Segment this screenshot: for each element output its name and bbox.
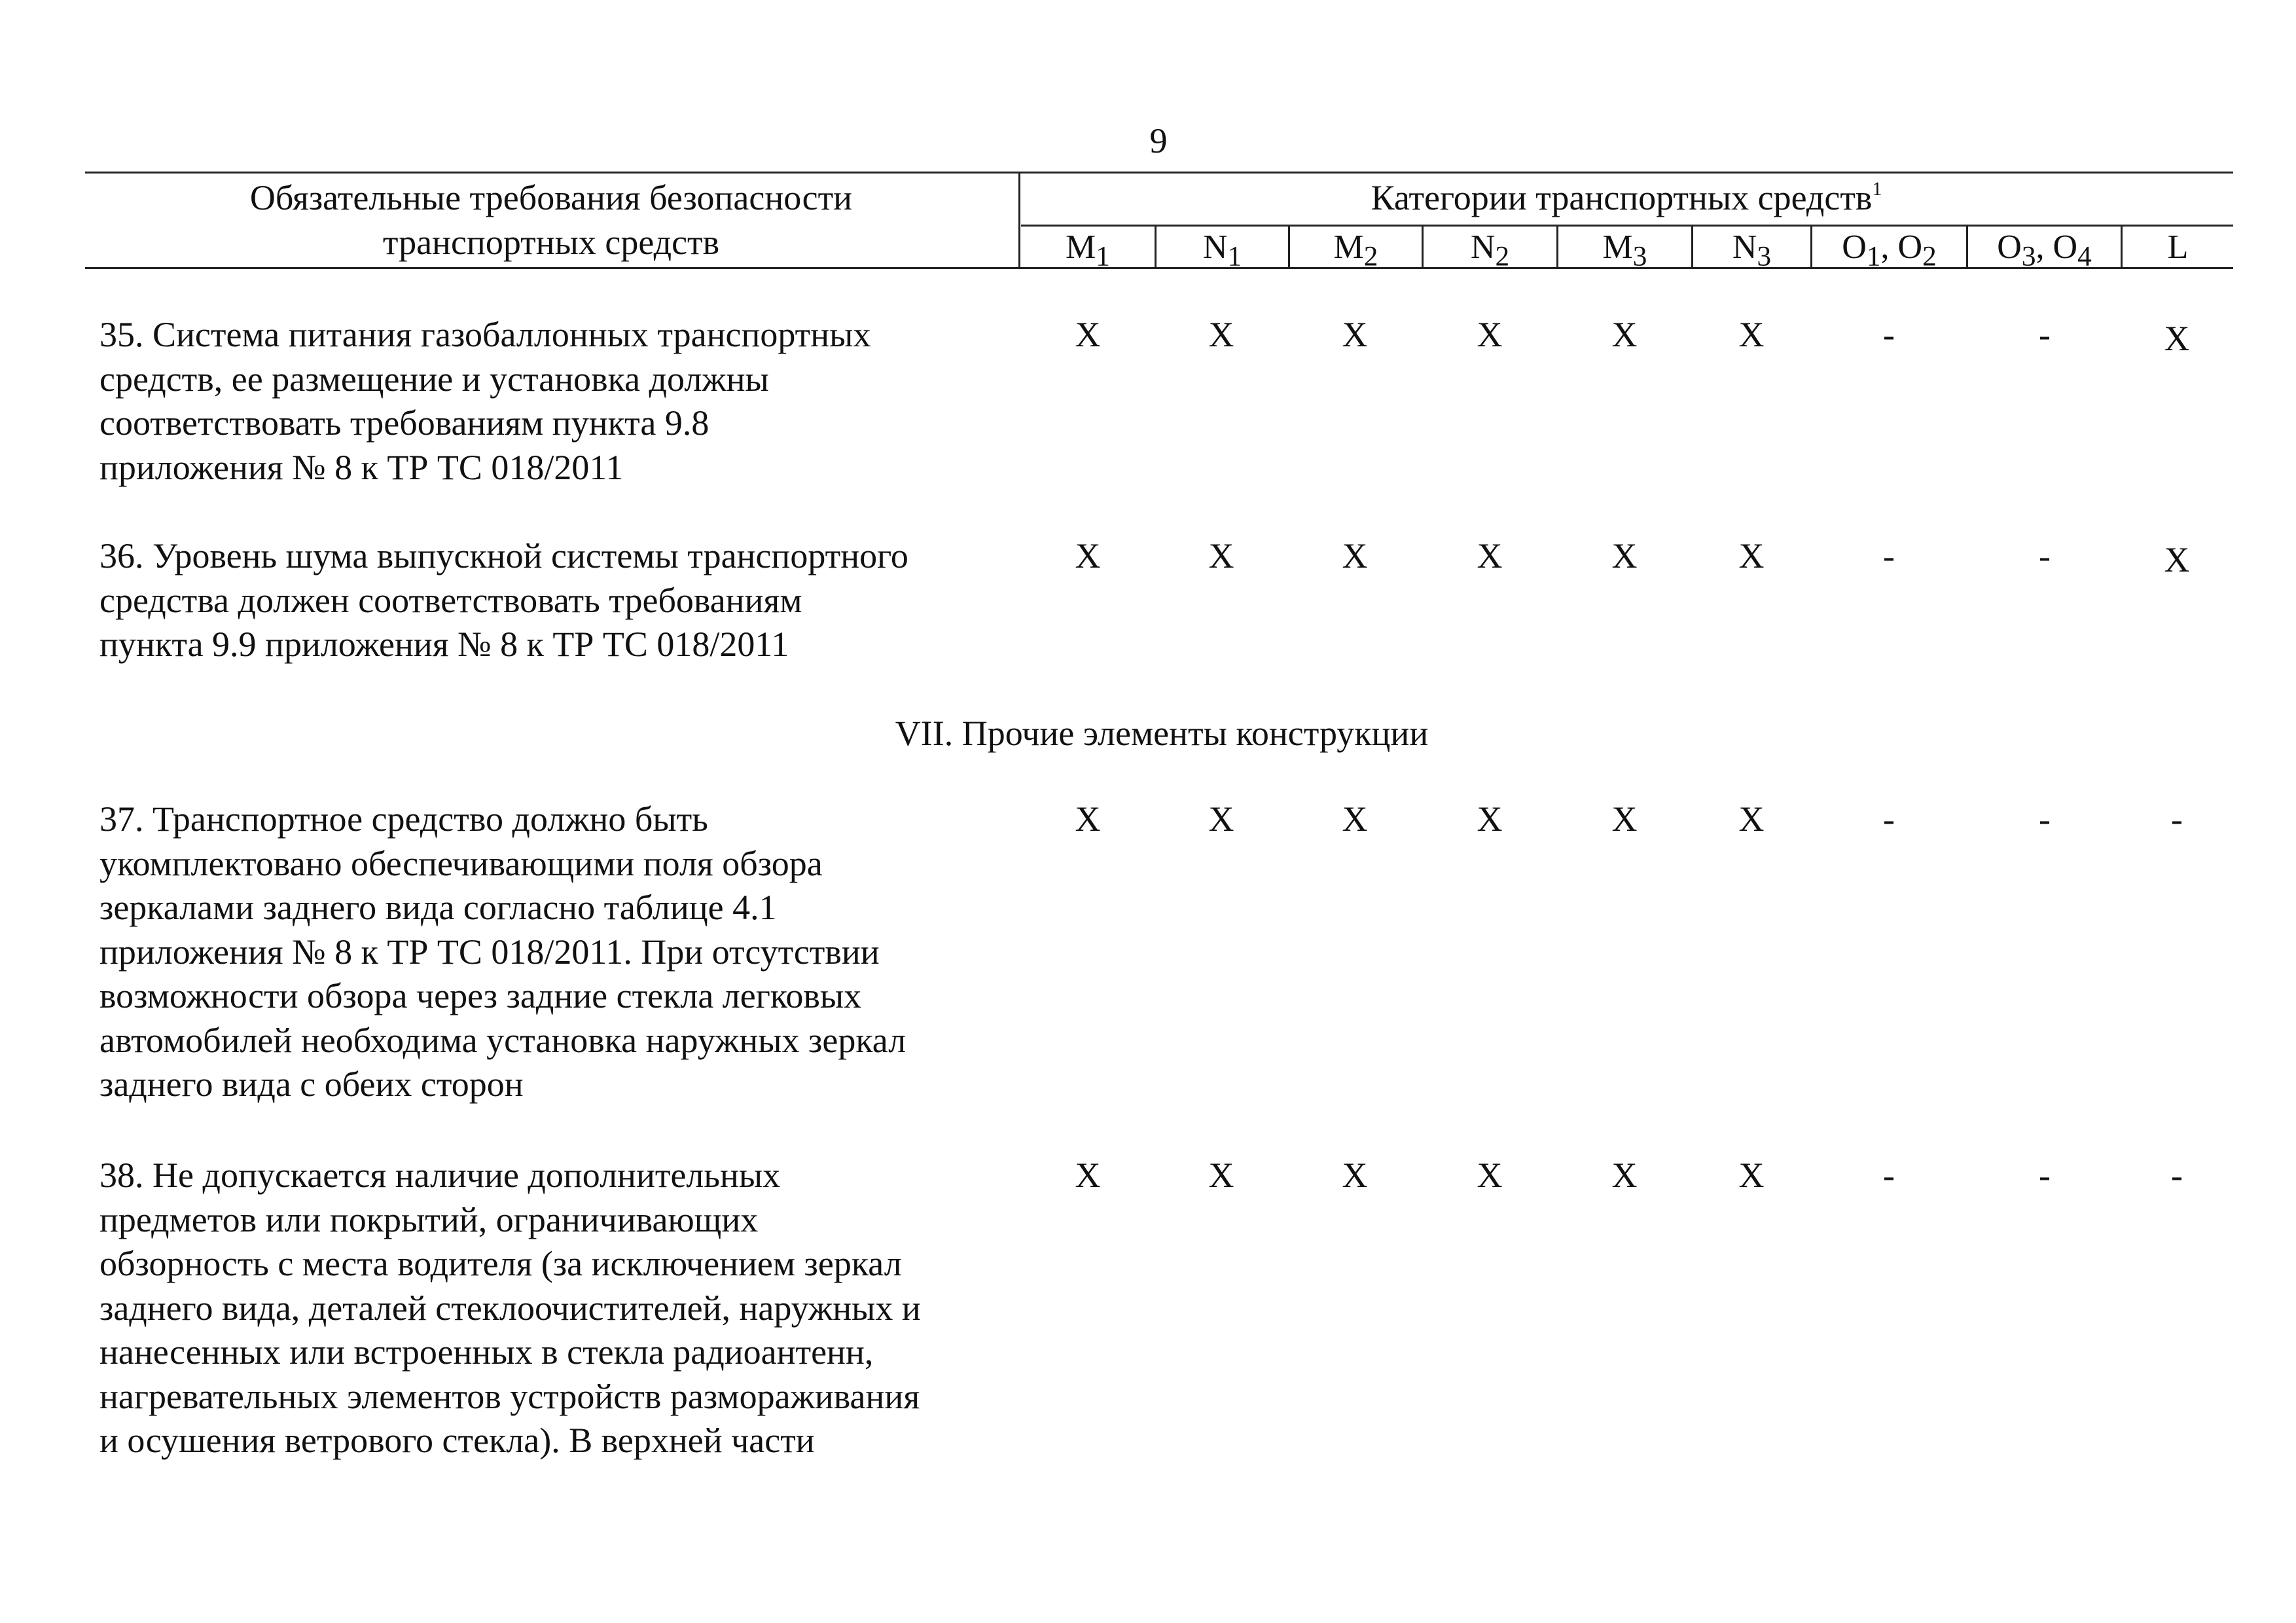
requirement-36-text [99, 534, 1029, 667]
category-header-cell: $M_1$ [1066, 228, 1110, 272]
category-mark: - [2039, 536, 2051, 575]
requirement-line: укомплектовано обеспечивающими поля обзора [99, 843, 823, 883]
category-header-cell: $O_1$, $O_2$ [1842, 228, 1937, 272]
category-mark: X [1477, 315, 1503, 354]
table-top-rule [85, 172, 2233, 173]
category-mark: - [1883, 1156, 1895, 1195]
requirements-header-line: транспортных средств [382, 223, 720, 262]
category-mark: X [1208, 799, 1234, 839]
requirement-line: заднего вида с обеих сторон [99, 1065, 524, 1104]
category-mark: - [1883, 536, 1895, 575]
requirement-line: предметов или покрытий, ограничивающих [99, 1199, 759, 1239]
requirement-line: нагревательных элементов устройств размораживания [99, 1376, 920, 1416]
category-mark: X [1342, 536, 1368, 575]
category-header-cell: $M_3$ [1602, 228, 1647, 272]
categories-title: Категории транспортных средств [1371, 178, 1873, 217]
category-mark: X [1075, 315, 1101, 354]
category-mark: X [1075, 799, 1101, 839]
category-mark: - [1883, 799, 1895, 839]
category-mark: X [2164, 540, 2190, 579]
category-mark: X [1611, 536, 1638, 575]
header-divider [1018, 172, 1020, 269]
category-mark: X [1208, 1156, 1234, 1195]
requirement-line: 38. Не допускается наличие дополнительных [99, 1156, 781, 1195]
section-title: VII. Прочие элементы конструкции [895, 714, 1429, 753]
category-mark: X [1477, 799, 1503, 839]
requirements-header-line: Обязательные требования безопасности [249, 178, 853, 217]
category-mark: X [1075, 536, 1101, 575]
requirement-line: пункта 9.9 приложения № 8 к ТР ТС 018/2011 [99, 625, 789, 664]
category-header-cell: $N_3$ [1732, 228, 1772, 272]
requirement-line: приложения № 8 к ТР ТС 018/2011 [99, 447, 624, 487]
category-mark: - [2171, 1156, 2183, 1195]
category-mark: X [1075, 1156, 1101, 1195]
category-mark: X [1611, 315, 1638, 354]
category-mark: X [1342, 799, 1368, 839]
category-mark: X [1738, 536, 1765, 575]
requirement-line: 36. Уровень шума выпускной системы транспортного [99, 536, 908, 575]
category-mark: X [1611, 799, 1638, 839]
requirement-line: 37. Транспортное средство должно быть [99, 799, 708, 839]
category-mark: X [1611, 1156, 1638, 1195]
requirement-line: возможности обзора через задние стекла легковых [99, 976, 862, 1015]
category-mark: - [2039, 1156, 2051, 1195]
category-mark: X [2164, 319, 2190, 358]
category-mark: - [2039, 315, 2051, 354]
category-header-cell: $M_2$ [1333, 228, 1378, 272]
category-mark: X [1738, 315, 1765, 354]
category-mark: - [2171, 799, 2183, 839]
requirement-line: соответствовать требованиям пункта 9.8 [99, 403, 709, 443]
category-mark: X [1738, 799, 1765, 839]
requirement-line: заднего вида, деталей стеклоочистителей, наружных и [99, 1288, 921, 1328]
requirement-line: обзорность с места водителя (за исключением зеркал [99, 1244, 902, 1283]
requirement-38-text [99, 1154, 1029, 1463]
category-header-cell: $O_3$, $O_4$ [1997, 228, 2092, 272]
category-mark: X [1477, 536, 1503, 575]
requirement-line: зеркалами заднего вида согласно таблице 4.1 [99, 888, 777, 927]
category-header-cell: $N_2$ [1470, 228, 1510, 272]
category-mark: X [1208, 315, 1234, 354]
category-header-cell: $N_1$ [1202, 228, 1242, 272]
categories-column-header [1021, 175, 2232, 220]
requirement-line: средств, ее размещение и установка должны [99, 359, 769, 399]
category-header-cell: L [2167, 228, 2189, 266]
categories-footnote-mark: 1 [1872, 178, 1882, 200]
requirement-line: средства должен соответствовать требованиям [99, 580, 802, 620]
requirement-35-text [99, 313, 1029, 490]
requirements-column-header [86, 175, 1016, 264]
requirement-line: 35. Система питания газобаллонных транспортных [99, 315, 871, 354]
requirement-37-text [99, 797, 1029, 1107]
requirement-line: нанесенных или встроенных в стекла радиоантенн, [99, 1332, 874, 1372]
category-mark: X [1477, 1156, 1503, 1195]
requirement-line: приложения № 8 к ТР ТС 018/2011. При отсутствии [99, 932, 880, 972]
category-mark: X [1342, 315, 1368, 354]
requirement-line: и осушения ветрового стекла). В верхней части [99, 1421, 815, 1460]
requirement-line: автомобилей необходима установка наружных зеркал [99, 1020, 906, 1060]
category-mark: X [1738, 1156, 1765, 1195]
category-mark: - [1883, 315, 1895, 354]
category-mark: - [2039, 799, 2051, 839]
category-mark: X [1208, 536, 1234, 575]
page-number: 9 [1149, 121, 1168, 160]
category-mark: X [1342, 1156, 1368, 1195]
